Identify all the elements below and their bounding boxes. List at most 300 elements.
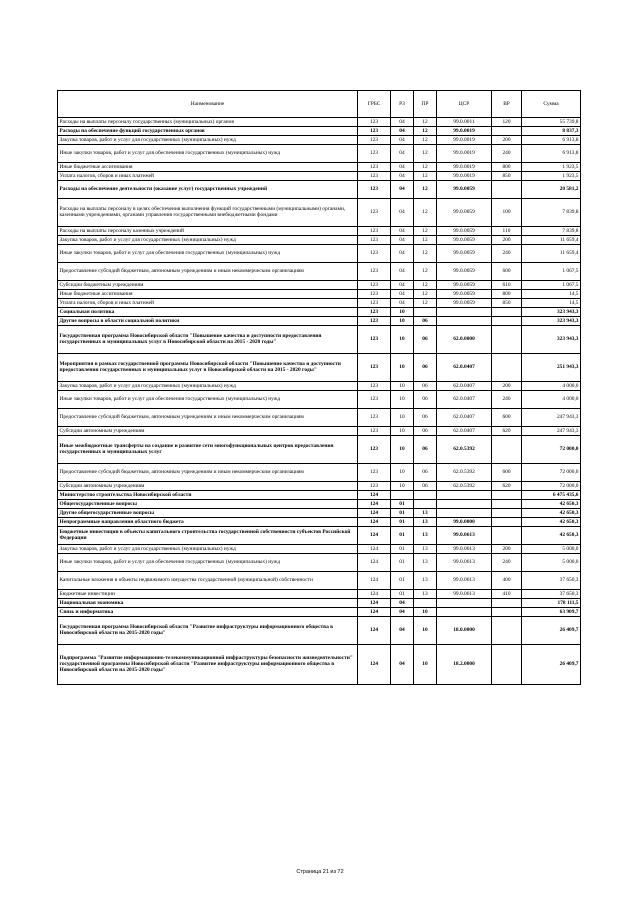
row-rz: 10 <box>391 481 414 490</box>
row-pr: 10 <box>414 607 437 616</box>
row-csr: 99.0.0059 <box>437 262 492 280</box>
row-name: Иные закупки товаров, работ и услуг для обеспечения государственных (муниципальных) нужд <box>58 390 358 408</box>
row-rz: 10 <box>391 426 414 435</box>
row-grbs: 123 <box>358 226 391 235</box>
row-csr: 99.0.0613 <box>437 589 492 598</box>
row-pr: 06 <box>414 481 437 490</box>
row-vr <box>492 307 522 316</box>
row-name: Субсидии автономным учреждениям <box>58 481 358 490</box>
row-grbs: 124 <box>358 589 391 598</box>
row-name: Общегосударственные вопросы <box>58 499 358 508</box>
header-pr: ПР <box>414 91 437 118</box>
row-rz: 10 <box>391 381 414 390</box>
row-rz: 10 <box>391 307 414 316</box>
row-grbs: 124 <box>358 508 391 517</box>
row-rz: 04 <box>391 298 414 307</box>
row-sum: 11 659,4 <box>522 244 581 262</box>
row-csr: 18.0.0000 <box>437 616 492 644</box>
row-vr: 100 <box>492 198 522 226</box>
row-name: Расходы на выплаты персоналу казенных учреждений <box>58 226 358 235</box>
row-sum: 42 650,3 <box>522 508 581 517</box>
table-header-row <box>58 91 581 118</box>
row-sum: 7 839,8 <box>522 198 581 226</box>
row-rz: 04 <box>391 235 414 244</box>
row-sum: 26 409,7 <box>522 644 581 684</box>
row-vr <box>492 180 522 198</box>
row-name: Государственная программа Новосибирской области "Повышение качества и доступности предоставления государственных и муниципальных услуг в Новосибирской области на 2015 - 2020 годы" <box>58 325 358 353</box>
row-sum: 72 000,0 <box>522 435 581 463</box>
row-rz: 04 <box>391 198 414 226</box>
row-grbs: 124 <box>358 526 391 544</box>
row-pr: 12 <box>414 289 437 298</box>
table-row <box>58 589 581 598</box>
row-grbs: 124 <box>358 607 391 616</box>
row-vr: 240 <box>492 390 522 408</box>
row-name: Бюджетные инвестиции в объекты капитального строительства государственной собственности субъектов Российской Федерации <box>58 526 358 544</box>
row-name: Уплата налогов, сборов и иных платежей <box>58 171 358 180</box>
header-vr: ВР <box>492 91 522 118</box>
row-sum: 55 739,8 <box>522 117 581 126</box>
row-vr <box>492 598 522 607</box>
table-row <box>58 644 581 684</box>
row-grbs: 123 <box>358 144 391 162</box>
row-rz: 01 <box>391 517 414 526</box>
table-row <box>58 280 581 289</box>
row-csr: 62.0.0407 <box>437 408 492 426</box>
row-grbs: 123 <box>358 244 391 262</box>
row-grbs: 124 <box>358 553 391 571</box>
row-csr: 62.0.0407 <box>437 426 492 435</box>
table-row <box>58 463 581 481</box>
header-csr: ЦСР <box>437 91 492 118</box>
row-vr <box>492 126 522 135</box>
table-row <box>58 553 581 571</box>
header-grbs: ГРБС <box>358 91 391 118</box>
row-name: Министерство строительства Новосибирской области <box>58 490 358 499</box>
row-name: Непрограммные направления областного бюджета <box>58 517 358 526</box>
row-csr: 99.0.0059 <box>437 289 492 298</box>
row-csr: 99.0.0059 <box>437 244 492 262</box>
row-vr <box>492 526 522 544</box>
row-name: Капитальные вложения в объекты недвижимого имущества государственной (муниципальной) собственности <box>58 571 358 589</box>
row-rz: 10 <box>391 353 414 381</box>
row-pr: 12 <box>414 180 437 198</box>
row-name: Предоставление субсидий бюджетным, автономным учреждениям и иным некоммерческим организациям <box>58 463 358 481</box>
table-row <box>58 316 581 325</box>
row-vr <box>492 644 522 684</box>
row-csr <box>437 499 492 508</box>
row-vr <box>492 353 522 381</box>
table-row <box>58 408 581 426</box>
row-vr <box>492 435 522 463</box>
table-row <box>58 117 581 126</box>
row-csr: 62.0.0407 <box>437 381 492 390</box>
row-vr: 600 <box>492 408 522 426</box>
row-pr: 06 <box>414 435 437 463</box>
row-csr: 62.0.0407 <box>437 353 492 381</box>
row-grbs: 123 <box>358 435 391 463</box>
row-name: Иные бюджетные ассигнования <box>58 289 358 298</box>
row-vr <box>492 490 522 499</box>
row-csr: 99.0.0613 <box>437 571 492 589</box>
row-vr <box>492 616 522 644</box>
table-row <box>58 126 581 135</box>
row-csr: 99.0.0613 <box>437 553 492 571</box>
row-vr: 800 <box>492 162 522 171</box>
row-vr: 620 <box>492 426 522 435</box>
row-pr: 13 <box>414 553 437 571</box>
row-vr: 200 <box>492 381 522 390</box>
row-sum: 323 943,3 <box>522 307 581 316</box>
row-grbs: 123 <box>358 463 391 481</box>
row-csr: 99.0.0059 <box>437 235 492 244</box>
row-pr: 12 <box>414 244 437 262</box>
row-sum: 11 659,4 <box>522 235 581 244</box>
row-sum: 251 943,3 <box>522 353 581 381</box>
table-row <box>58 325 581 353</box>
table-row <box>58 226 581 235</box>
row-grbs: 124 <box>358 571 391 589</box>
row-sum: 37 650,3 <box>522 571 581 589</box>
row-sum: 72 000,0 <box>522 481 581 490</box>
table-row <box>58 307 581 316</box>
table-row <box>58 544 581 553</box>
table-row <box>58 235 581 244</box>
row-name: Закупка товаров, работ и услуг для государственных (муниципальных) нужд <box>58 544 358 553</box>
row-name: Закупка товаров, работ и услуг для государственных (муниципальных) нужд <box>58 135 358 144</box>
header-name: Наименование <box>58 91 358 118</box>
row-sum: 8 837,3 <box>522 126 581 135</box>
row-name: Предоставление субсидий бюджетным, автономным учреждениям и иным некоммерческим организациям <box>58 262 358 280</box>
row-csr <box>437 598 492 607</box>
row-vr: 850 <box>492 171 522 180</box>
table-row <box>58 353 581 381</box>
row-sum: 7 839,8 <box>522 226 581 235</box>
row-rz: 10 <box>391 325 414 353</box>
row-csr: 18.2.0000 <box>437 644 492 684</box>
row-rz: 01 <box>391 544 414 553</box>
row-csr: 62.0.0407 <box>437 390 492 408</box>
row-vr <box>492 607 522 616</box>
row-pr: 12 <box>414 226 437 235</box>
row-pr: 06 <box>414 390 437 408</box>
row-vr <box>492 499 522 508</box>
row-name: Закупка товаров, работ и услуг для государственных (муниципальных) нужд <box>58 381 358 390</box>
row-sum: 4 000,0 <box>522 390 581 408</box>
row-vr: 200 <box>492 544 522 553</box>
table-row <box>58 198 581 226</box>
row-csr: 99.0.0613 <box>437 526 492 544</box>
row-grbs: 123 <box>358 171 391 180</box>
row-grbs: 123 <box>358 353 391 381</box>
row-pr: 12 <box>414 144 437 162</box>
row-grbs: 123 <box>358 325 391 353</box>
row-csr: 99.0.0019 <box>437 171 492 180</box>
row-vr <box>492 316 522 325</box>
row-csr: 99.0.0059 <box>437 180 492 198</box>
table-row <box>58 517 581 526</box>
table-row <box>58 616 581 644</box>
row-rz: 04 <box>391 117 414 126</box>
budget-table <box>57 90 581 685</box>
row-rz: 01 <box>391 508 414 517</box>
row-grbs: 124 <box>358 517 391 526</box>
row-grbs: 124 <box>358 499 391 508</box>
row-grbs: 123 <box>358 481 391 490</box>
row-csr: 62.0.5392 <box>437 463 492 481</box>
row-name: Подпрограмма "Развитие информационно-телекоммуникационной инфраструктуры безопасности жизнедеятельности" государственной программы Новосибирской области "Развитие инфраструктуры информационного общества в Новосибирской области на 2015-2020 годы" <box>58 644 358 684</box>
row-name: Иные бюджетные ассигнования <box>58 162 358 171</box>
row-grbs: 123 <box>358 235 391 244</box>
table-row <box>58 526 581 544</box>
row-grbs: 123 <box>358 135 391 144</box>
row-csr <box>437 508 492 517</box>
row-name: Расходы на выплаты персоналу государственных (муниципальных) органов <box>58 117 358 126</box>
row-rz: 04 <box>391 126 414 135</box>
row-name: Субсидии автономным учреждениям <box>58 426 358 435</box>
row-rz: 04 <box>391 162 414 171</box>
row-rz: 10 <box>391 463 414 481</box>
row-rz: 01 <box>391 526 414 544</box>
row-name: Другие общегосударственные вопросы <box>58 508 358 517</box>
row-sum: 4 000,0 <box>522 381 581 390</box>
row-rz: 01 <box>391 571 414 589</box>
row-vr: 600 <box>492 463 522 481</box>
row-rz: 04 <box>391 226 414 235</box>
row-pr: 06 <box>414 316 437 325</box>
row-csr: 99.0.0000 <box>437 517 492 526</box>
row-sum: 178 111,5 <box>522 598 581 607</box>
table-row <box>58 490 581 499</box>
row-vr: 240 <box>492 144 522 162</box>
row-pr: 12 <box>414 280 437 289</box>
table-row <box>58 381 581 390</box>
row-rz: 04 <box>391 171 414 180</box>
row-sum: 6 913,8 <box>522 144 581 162</box>
row-sum: 42 650,3 <box>522 526 581 544</box>
row-vr: 400 <box>492 571 522 589</box>
row-rz: 04 <box>391 135 414 144</box>
row-sum: 247 943,3 <box>522 426 581 435</box>
row-name: Иные межбюджетные трансферты на создание и развитие сети многофункциональных центров предоставления государственных и муниципальных услуг <box>58 435 358 463</box>
table-row <box>58 598 581 607</box>
row-pr: 12 <box>414 135 437 144</box>
row-pr: 12 <box>414 298 437 307</box>
row-csr: 62.0.5392 <box>437 481 492 490</box>
row-sum: 247 943,3 <box>522 408 581 426</box>
row-sum: 14,5 <box>522 289 581 298</box>
row-csr: 99.0.0019 <box>437 135 492 144</box>
row-name: Закупка товаров, работ и услуг для государственных (муниципальных) нужд <box>58 235 358 244</box>
row-csr: 99.0.0011 <box>437 117 492 126</box>
row-vr <box>492 517 522 526</box>
row-csr: 62.0.0000 <box>437 325 492 353</box>
row-csr: 99.0.0019 <box>437 144 492 162</box>
row-sum: 1 923,5 <box>522 171 581 180</box>
row-pr: 12 <box>414 162 437 171</box>
row-grbs: 123 <box>358 198 391 226</box>
row-rz: 04 <box>391 280 414 289</box>
row-name: Иные закупки товаров, работ и услуг для обеспечения государственных (муниципальных) нужд <box>58 553 358 571</box>
row-sum: 5 000,0 <box>522 553 581 571</box>
row-grbs: 123 <box>358 126 391 135</box>
row-vr: 410 <box>492 589 522 598</box>
row-rz: 04 <box>391 180 414 198</box>
row-grbs: 123 <box>358 180 391 198</box>
row-grbs: 124 <box>358 490 391 499</box>
row-pr: 13 <box>414 508 437 517</box>
row-name: Мероприятия в рамках государственной программы Новосибирской области "Повышение качества и доступности предоставления государственных и муниципальных услуг в Новосибирской области на 2015 - 2020 годы" <box>58 353 358 381</box>
row-sum: 37 650,3 <box>522 589 581 598</box>
row-name: Государственная программа Новосибирской области "Развитие инфраструктуры информационного общества в Новосибирской области на 2015-2020 годы" <box>58 616 358 644</box>
row-sum: 1 067,5 <box>522 262 581 280</box>
row-vr: 120 <box>492 117 522 126</box>
row-sum: 6 475 435,6 <box>522 490 581 499</box>
row-vr: 200 <box>492 235 522 244</box>
table-row <box>58 508 581 517</box>
row-vr <box>492 325 522 353</box>
row-pr: 06 <box>414 325 437 353</box>
row-vr: 200 <box>492 135 522 144</box>
table-row <box>58 607 581 616</box>
row-rz: 10 <box>391 390 414 408</box>
row-grbs: 123 <box>358 289 391 298</box>
row-sum: 1 067,5 <box>522 280 581 289</box>
row-rz: 01 <box>391 589 414 598</box>
row-pr <box>414 490 437 499</box>
table-row <box>58 162 581 171</box>
row-pr: 13 <box>414 517 437 526</box>
row-csr <box>437 307 492 316</box>
row-grbs: 123 <box>358 426 391 435</box>
row-rz: 01 <box>391 553 414 571</box>
row-pr: 13 <box>414 526 437 544</box>
row-sum: 20 581,2 <box>522 180 581 198</box>
row-rz: 10 <box>391 316 414 325</box>
row-rz: 04 <box>391 616 414 644</box>
row-grbs: 123 <box>358 307 391 316</box>
row-pr: 13 <box>414 589 437 598</box>
row-csr <box>437 316 492 325</box>
table-row <box>58 171 581 180</box>
row-name: Социальная политика <box>58 307 358 316</box>
row-name: Субсидии бюджетным учреждениям <box>58 280 358 289</box>
row-pr <box>414 307 437 316</box>
row-vr: 110 <box>492 226 522 235</box>
row-csr: 99.0.0613 <box>437 544 492 553</box>
row-name: Предоставление субсидий бюджетным, автономным учреждениям и иным некоммерческим организациям <box>58 408 358 426</box>
row-rz: 01 <box>391 499 414 508</box>
row-name: Другие вопросы в области социальной политики <box>58 316 358 325</box>
row-pr: 12 <box>414 198 437 226</box>
row-rz: 04 <box>391 289 414 298</box>
row-grbs: 123 <box>358 117 391 126</box>
row-grbs: 124 <box>358 616 391 644</box>
row-grbs: 123 <box>358 381 391 390</box>
row-grbs: 123 <box>358 162 391 171</box>
table-row <box>58 426 581 435</box>
row-rz: 10 <box>391 435 414 463</box>
row-rz: 04 <box>391 644 414 684</box>
row-grbs: 123 <box>358 262 391 280</box>
row-vr: 850 <box>492 298 522 307</box>
row-grbs: 124 <box>358 644 391 684</box>
row-sum: 323 943,3 <box>522 316 581 325</box>
row-pr: 13 <box>414 544 437 553</box>
row-rz: 04 <box>391 598 414 607</box>
table-row <box>58 244 581 262</box>
table-row <box>58 435 581 463</box>
table-row <box>58 262 581 280</box>
table-row <box>58 499 581 508</box>
row-pr: 06 <box>414 463 437 481</box>
row-pr: 12 <box>414 235 437 244</box>
row-sum: 1 923,5 <box>522 162 581 171</box>
row-name: Национальная экономика <box>58 598 358 607</box>
table-row <box>58 180 581 198</box>
row-vr: 800 <box>492 289 522 298</box>
row-vr: 620 <box>492 481 522 490</box>
table-row <box>58 289 581 298</box>
row-vr: 610 <box>492 280 522 289</box>
row-pr <box>414 499 437 508</box>
table-row <box>58 390 581 408</box>
row-csr <box>437 607 492 616</box>
table-row <box>58 298 581 307</box>
table-row <box>58 144 581 162</box>
row-name: Связь и информатика <box>58 607 358 616</box>
row-pr <box>414 598 437 607</box>
row-name: Иные закупки товаров, работ и услуг для обеспечения государственных (муниципальных) нужд <box>58 244 358 262</box>
table-row <box>58 481 581 490</box>
row-pr: 06 <box>414 381 437 390</box>
row-grbs: 123 <box>358 280 391 289</box>
row-sum: 42 650,3 <box>522 517 581 526</box>
table-row <box>58 571 581 589</box>
row-csr: 99.0.0059 <box>437 280 492 289</box>
page-number: Страница 21 из 72 <box>296 869 344 875</box>
row-sum: 6 913,8 <box>522 135 581 144</box>
row-pr: 06 <box>414 353 437 381</box>
row-grbs: 124 <box>358 544 391 553</box>
row-vr <box>492 508 522 517</box>
row-name: Иные закупки товаров, работ и услуг для обеспечения государственных (муниципальных) нужд <box>58 144 358 162</box>
row-vr: 240 <box>492 553 522 571</box>
row-grbs: 123 <box>358 298 391 307</box>
row-csr: 99.0.0059 <box>437 198 492 226</box>
row-name: Расходы на выплаты персоналу в целях обеспечения выполнения функций государственными (муниципальными) органами, казенными учреждениями, органами управления государственными внебюджетными фондами <box>58 198 358 226</box>
row-grbs: 124 <box>358 598 391 607</box>
row-rz: 04 <box>391 262 414 280</box>
row-rz: 04 <box>391 607 414 616</box>
row-pr: 12 <box>414 262 437 280</box>
row-sum: 14,5 <box>522 298 581 307</box>
row-name: Бюджетные инвестиции <box>58 589 358 598</box>
row-csr <box>437 490 492 499</box>
row-csr: 62.0.5392 <box>437 435 492 463</box>
row-sum: 72 000,0 <box>522 463 581 481</box>
row-name: Расходы на обеспечение деятельности (оказание услуг) государственных учреждений <box>58 180 358 198</box>
row-sum: 26 409,7 <box>522 616 581 644</box>
row-name: Уплата налогов, сборов и иных платежей <box>58 298 358 307</box>
row-sum: 5 000,0 <box>522 544 581 553</box>
header-rz: РЗ <box>391 91 414 118</box>
header-sum: Сумма <box>522 91 581 118</box>
row-csr: 99.0.0019 <box>437 162 492 171</box>
row-pr: 10 <box>414 644 437 684</box>
row-grbs: 123 <box>358 408 391 426</box>
row-csr: 99.0.0059 <box>437 298 492 307</box>
